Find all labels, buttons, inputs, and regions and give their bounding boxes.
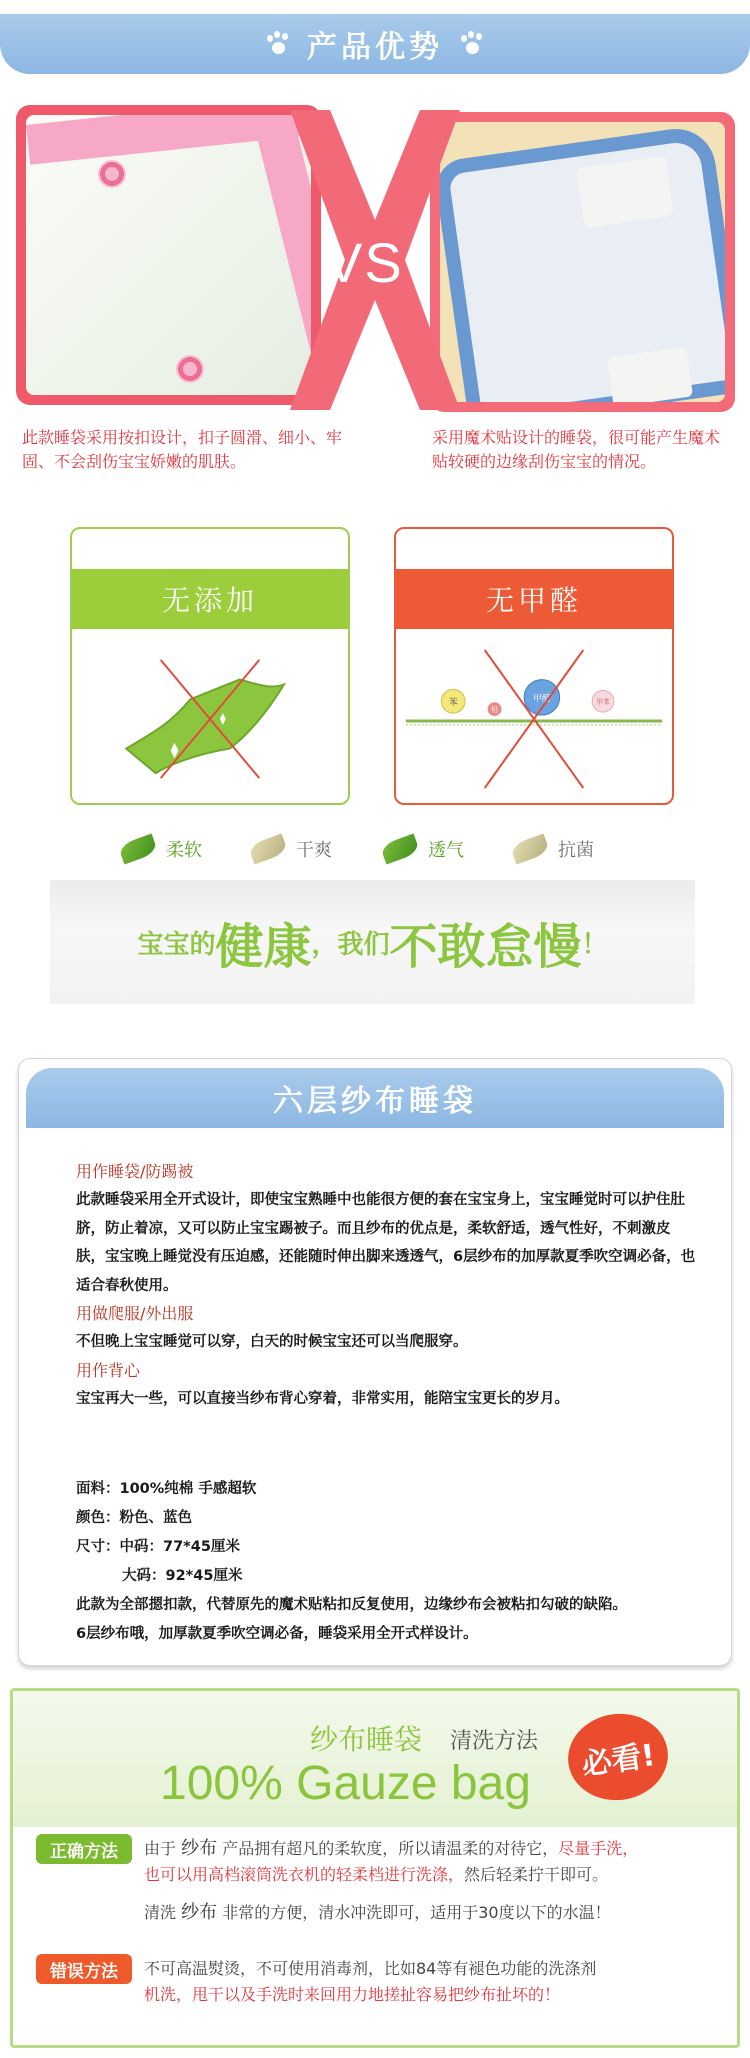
velcro-photo-frame	[430, 112, 735, 412]
snap-button-icon	[98, 160, 126, 188]
snap-button-photo	[26, 115, 311, 395]
wrong-method-badge: 错误方法	[36, 1954, 132, 1984]
feature-tags	[120, 836, 680, 866]
correct-method-text: 由于 纱布 产品拥有超凡的柔软度，所以请温柔的对待它，尽量手洗， 也可以用高档滚筒洗衣机的轻柔档进行洗涤，然后轻柔拧干即可。	[144, 1838, 639, 1884]
use-vest-text: 宝宝再大一些，可以直接当纱布背心穿着，非常实用，能陪宝宝更长的岁月。	[76, 1390, 569, 1407]
no-additive-card	[70, 527, 350, 805]
advantages-banner	[0, 14, 750, 74]
cleaning-ease-text: 清洗 纱布 非常的方便，清水冲洗即可，适用于30度以下的水温！	[144, 1902, 611, 1923]
tag-dry: 干爽	[250, 836, 332, 862]
velcro-description: 采用魔术贴设计的睡袋，很可能产生魔术贴较硬的边缘刮伤宝宝的情况。	[432, 428, 721, 471]
must-see-badge: 必看!	[563, 1707, 674, 1806]
leaf-icon	[380, 833, 421, 864]
paw-icon	[459, 31, 485, 57]
spec-size-large: 大码：92*45厘米	[122, 1568, 243, 1584]
velcro-photo	[440, 122, 725, 402]
use-sleeping-bag-heading: 用作睡袋/防踢被	[76, 1162, 194, 1181]
snap-description: 此款睡袋采用按扣设计，扣子圆滑、细小、牢固、不会刮伤宝宝娇嫩的肌肤。	[22, 428, 343, 471]
no-formaldehyde-title: 无甲醛	[396, 569, 672, 629]
spec-size-medium: 尺寸：中码：77*45厘米	[76, 1539, 240, 1555]
no-formaldehyde-card	[394, 527, 674, 805]
product-info-title: 六层纱布睡袋	[26, 1068, 724, 1128]
snap-button-photo-frame	[16, 105, 321, 405]
spec-note-layers: 6层纱布哦，加厚款夏季吹空调必备，睡袋采用全开式样设计。	[76, 1626, 478, 1642]
use-crawl-suit-heading: 用做爬服/外出服	[76, 1304, 194, 1323]
use-crawl-suit-text: 不但晚上宝宝睡觉可以穿，白天的时候宝宝还可以当爬服穿。	[76, 1334, 468, 1350]
spec-color: 颜色：粉色、蓝色	[76, 1510, 192, 1526]
tag-antibacterial: 抗菌	[512, 836, 594, 862]
gauze-bag-title: 100% Gauze bag	[160, 1757, 531, 1810]
ball-label: 铅	[491, 706, 499, 715]
leaf-icon	[118, 833, 159, 864]
tag-soft: 柔软	[120, 836, 202, 862]
tag-breathable: 透气	[382, 836, 464, 862]
washing-subtitle: 清洗方法	[450, 1729, 539, 1754]
crossed-additive-icon	[72, 639, 348, 799]
snap-button-icon	[176, 355, 204, 383]
advantages-title: 产品优势	[307, 30, 443, 65]
leaf-icon	[248, 833, 289, 864]
correct-method-badge: 正确方法	[36, 1834, 132, 1864]
health-slogan: 宝宝的 健康 ，我们 不敢怠慢 ！	[50, 880, 695, 1004]
spec-note-snaps: 此款为全部摁扣款，代替原先的魔术贴粘扣反复使用，边缘纱布会被粘扣勾破的缺陷。	[76, 1597, 627, 1613]
ball-label: 甲醛	[533, 694, 551, 705]
washing-title: 纱布睡袋	[310, 1723, 423, 1756]
leaf-icon	[510, 833, 551, 864]
product-info-body	[76, 1158, 696, 1649]
ball-label: 甲苯	[596, 698, 610, 707]
spec-material: 面料：100%纯棉 手感超软	[76, 1481, 257, 1497]
wrong-method-text: 不可高温熨烫，不可使用消毒剂，比如84等有褪色功能的洗涤剂 机洗，甩干以及手洗时来回用力地搓扯容易把纱布扯坏的！	[144, 1959, 597, 2004]
vs-label: VS	[325, 231, 404, 294]
use-sleeping-bag-text: 此款睡袋采用全开式设计，即使宝宝熟睡中也能很方便的套在宝宝身上，宝宝睡觉时可以护住肚脐，防止着凉，又可以防止宝宝踢被子。而且纱布的优点是，柔软舒适，透气性好，不刺激皮肤，宝宝晚上睡觉没有压迫感，还能随时伸出脚来透透气，6层纱布的加厚款夏季吹空调必备，也适合春秋使用。	[76, 1192, 696, 1294]
paw-icon	[265, 31, 291, 57]
use-vest-heading: 用作背心	[76, 1360, 141, 1380]
ball-label: 苯	[448, 698, 458, 709]
no-additive-title: 无添加	[72, 569, 348, 629]
crossed-formaldehyde-icon	[396, 639, 672, 799]
